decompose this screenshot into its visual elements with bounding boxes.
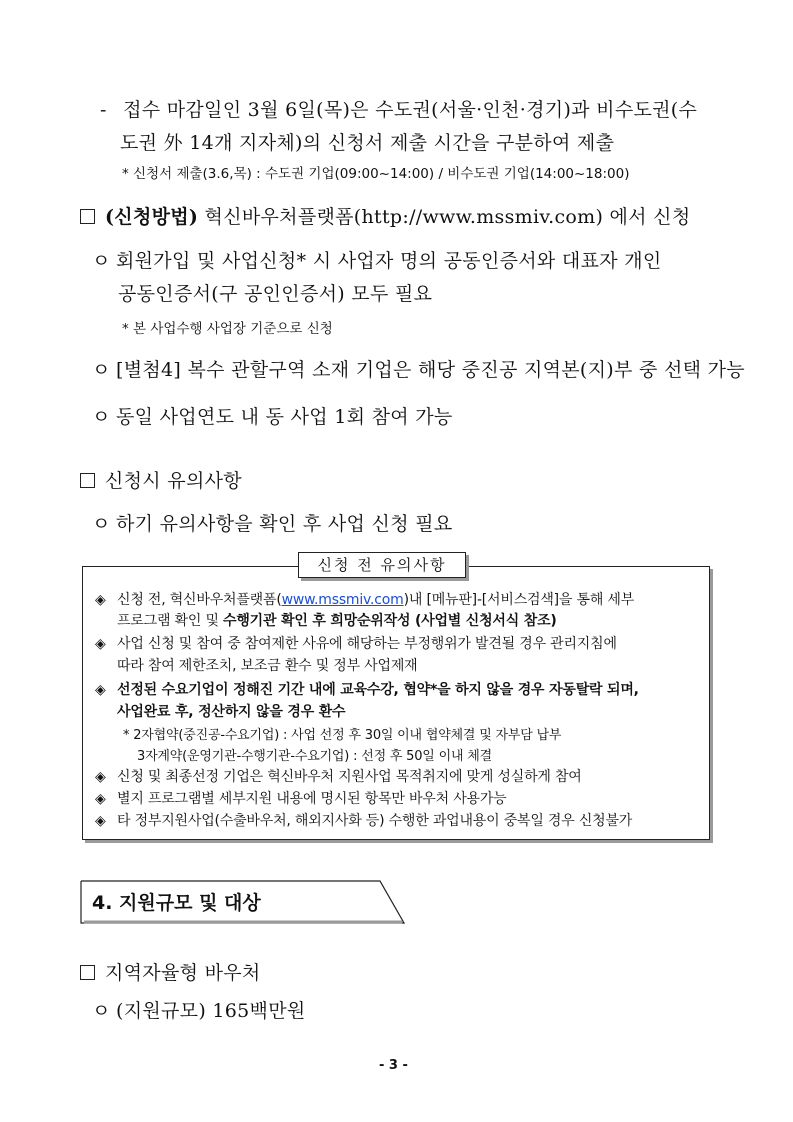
bullet-1-text: 회원가입 및 사업신청* 시 사업자 명의 공동인증서와 대표자 개인 — [116, 250, 662, 272]
diamond-bullet-icon: ◈ — [95, 592, 106, 608]
checkbox-square-icon — [80, 209, 95, 224]
bullet-1-line-2: 공동인증서(구 공인인증서) 모두 필요 — [118, 283, 433, 305]
bullet-2 — [92, 355, 745, 382]
notice-item-3-note-2: 3자계약(운영기관-수행기관-수요기업) : 선정 후 50일 이내 체결 — [137, 749, 492, 764]
notice-box-title: 신청 전 유의사항 — [298, 552, 466, 578]
notice-item-1-line2-bold: 수행기관 확인 후 희망순위작성 (사업별 신청서식 참조) — [223, 613, 557, 629]
circle-bullet-icon: ㅇ — [92, 513, 111, 535]
deadline-line-1 — [100, 95, 697, 122]
dash-marker: - — [100, 99, 107, 121]
notice-item-2-text: 사업 신청 및 참여 중 참여제한 사유에 해당하는 부정행위가 발견될 경우 관리지침에 — [117, 636, 617, 652]
diamond-bullet-icon: ◈ — [95, 769, 106, 785]
circle-bullet-icon: ㅇ — [92, 1000, 111, 1022]
notice-item-4-text: 신청 및 최종선정 기업은 혁신바우처 지원사업 목적취지에 맞게 성실하게 참여 — [117, 769, 582, 785]
notice-item-4 — [95, 766, 582, 786]
section-4-bullet — [92, 996, 306, 1023]
bullet-3 — [92, 402, 453, 429]
apply-method-line — [80, 202, 690, 229]
notice-item-5-text: 별지 프로그램별 세부지원 내용에 명시된 항목만 바우처 사용가능 — [117, 791, 507, 807]
circle-bullet-icon: ㅇ — [92, 406, 111, 428]
notice-item-3-note-1: * 2자협약(중진공-수요기업) : 사업 선정 후 30일 이내 협약체결 및 자부담 납부 — [123, 728, 562, 743]
apply-method-text: 혁신바우처플랫폼(http://www.mssmiv.com) 에서 신청 — [204, 206, 691, 228]
deadline-note: * 신청서 제출(3.6,목) : 수도권 기업(09:00~14:00) / 비수도권 기업(14:00~18:00) — [122, 166, 630, 182]
bullet-2-text: [별첨4] 복수 관할구역 소재 기업은 해당 중진공 지역본(지)부 중 선택 가능 — [116, 359, 745, 381]
deadline-text-1: 접수 마감일인 3월 6일(목)은 수도권(서울·인천·경기)과 비수도권(수 — [123, 99, 698, 121]
caution-heading — [80, 466, 242, 493]
bullet-1-note: * 본 사업수행 사업장 기준으로 신청 — [122, 321, 333, 337]
section-4-title: 4. 지원규모 및 대상 — [92, 892, 261, 914]
notice-box — [82, 566, 710, 840]
platform-link[interactable]: www.mssmiv.com — [281, 592, 404, 608]
section-4-header — [80, 880, 405, 924]
notice-item-1-post: )내 [메뉴판]-[서비스검색]을 통해 세부 — [403, 592, 635, 608]
diamond-bullet-icon: ◈ — [95, 791, 106, 807]
section-4-bullet-text: (지원규모) 165백만원 — [116, 1000, 306, 1022]
caution-bullet — [92, 509, 453, 536]
diamond-bullet-icon: ◈ — [95, 636, 106, 652]
diamond-bullet-icon: ◈ — [95, 813, 106, 829]
apply-method-label: (신청방법) — [105, 206, 199, 228]
checkbox-square-icon — [80, 965, 95, 980]
bullet-3-text: 동일 사업연도 내 동 사업 1회 참여 가능 — [116, 406, 453, 428]
notice-item-5 — [95, 788, 507, 808]
notice-item-2-line-1 — [95, 633, 617, 653]
notice-item-6 — [95, 810, 632, 830]
notice-item-3-line-2: 사업완료 후, 정산하지 않을 경우 환수 — [117, 704, 346, 720]
bullet-1-line-1 — [92, 246, 662, 273]
notice-item-1-line2-pre: 프로그램 확인 및 — [117, 613, 224, 629]
section-4-subheading — [80, 958, 261, 985]
checkbox-square-icon — [80, 473, 95, 488]
caution-bullet-text: 하기 유의사항을 확인 후 사업 신청 필요 — [116, 513, 453, 535]
notice-item-3-text: 선정된 수요기업이 정해진 기간 내에 교육수강, 협약*을 하지 않을 경우 자동탈락 되며, — [117, 682, 639, 698]
notice-item-3-line-1 — [95, 679, 639, 699]
notice-item-1-line-2 — [117, 610, 557, 630]
notice-item-1-pre: 신청 전, 혁신바우처플랫폼( — [117, 592, 282, 608]
notice-item-1-line-1 — [95, 589, 634, 609]
deadline-line-2: 도권 外 14개 지자체)의 신청서 제출 시간을 구분하여 제출 — [120, 132, 615, 154]
circle-bullet-icon: ㅇ — [92, 359, 111, 381]
circle-bullet-icon: ㅇ — [92, 250, 111, 272]
caution-heading-text: 신청시 유의사항 — [105, 470, 242, 492]
section-4-subheading-text: 지역자율형 바우처 — [105, 962, 261, 984]
notice-item-6-text: 타 정부지원사업(수출바우처, 해외지사화 등) 수행한 과업내용이 중복일 경우 신청불가 — [117, 813, 633, 829]
diamond-bullet-icon: ◈ — [95, 682, 106, 698]
page-number: - 3 - — [379, 1058, 408, 1073]
notice-item-2-line-2: 따라 참여 제한조치, 보조금 환수 및 정부 사업제재 — [117, 658, 418, 674]
